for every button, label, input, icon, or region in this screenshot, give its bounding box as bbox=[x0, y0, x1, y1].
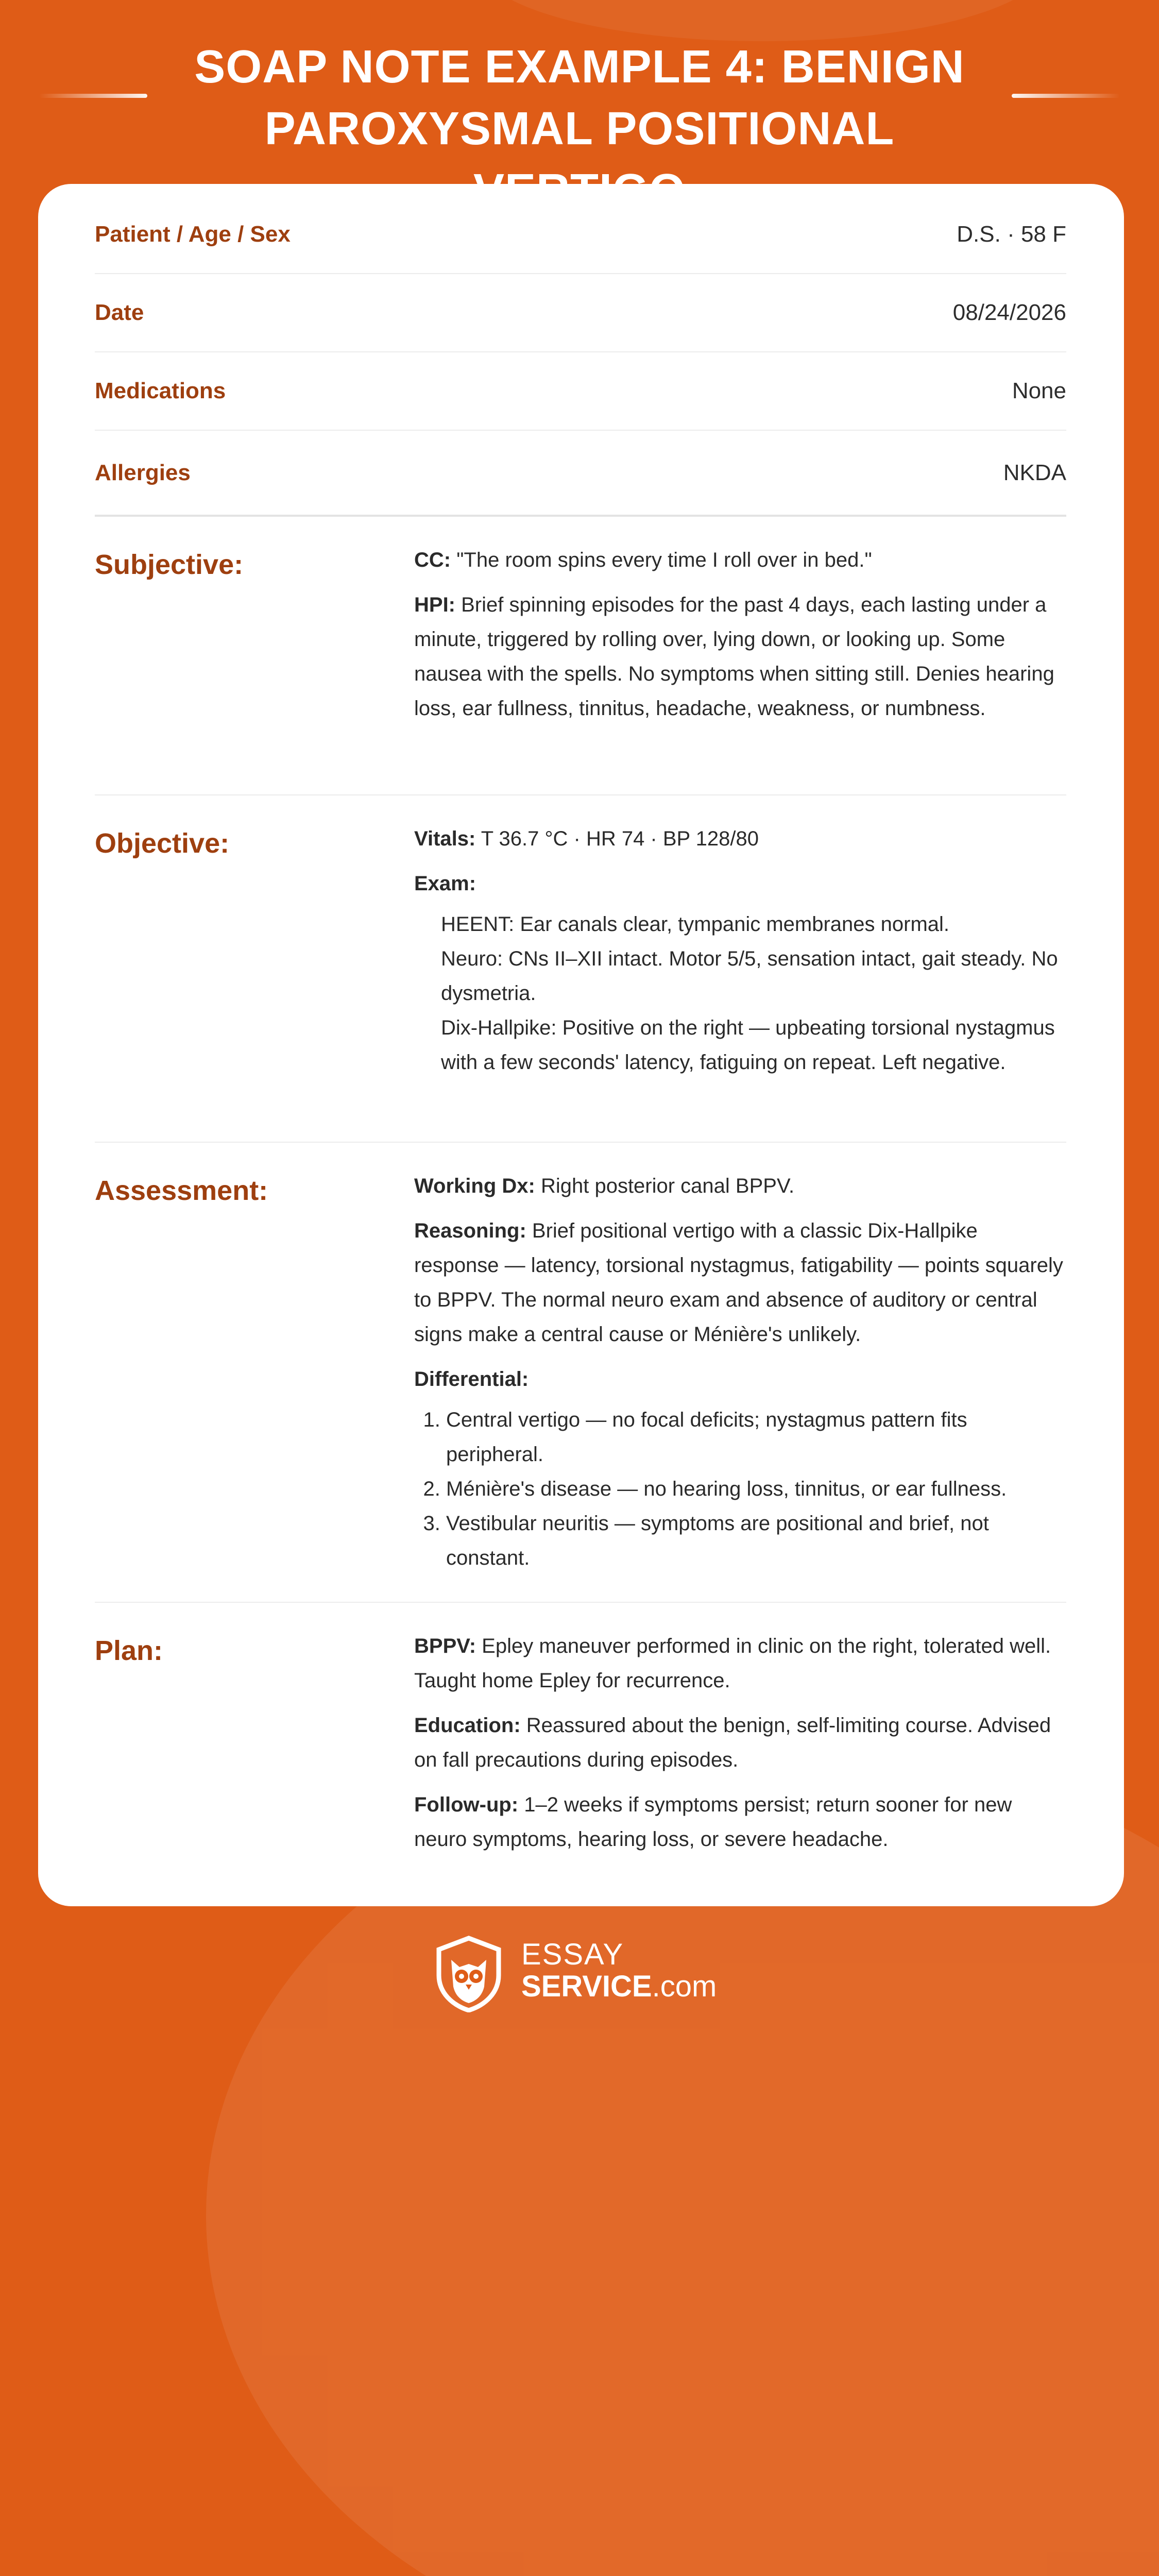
field-value: 1–2 weeks if symptoms persist; return sooner for new neuro symptoms, hearing loss, or severe headache. bbox=[414, 1793, 1012, 1851]
field-value: T 36.7 °C · HR 74 · BP 128/80 bbox=[481, 827, 759, 850]
info-value: D.S. · 58 F bbox=[957, 222, 1066, 247]
bppv-paragraph bbox=[414, 1629, 1066, 1698]
section-assessment bbox=[95, 1143, 1066, 1603]
list-item: 1. Central vertigo — no focal deficits; nystagmus pattern fits peripheral. bbox=[446, 1403, 1066, 1472]
dx-paragraph bbox=[414, 1169, 1066, 1204]
info-value: 08/24/2026 bbox=[952, 300, 1066, 325]
info-row-allergies bbox=[95, 431, 1066, 517]
brand-line2 bbox=[521, 1971, 717, 2002]
exam-finding: Dix-Hallpike: Positive on the right — upbeating torsional nystagmus with a few seconds' latency, fatiguing on repeat. Left negative. bbox=[441, 1016, 1055, 1074]
hpi-paragraph bbox=[414, 588, 1066, 726]
info-row-medications bbox=[95, 352, 1066, 431]
list-item: 3. Vestibular neuritis — symptoms are positional and brief, not constant. bbox=[446, 1506, 1066, 1575]
info-label: Patient / Age / Sex bbox=[95, 222, 291, 247]
section-subjective bbox=[95, 517, 1066, 795]
exam-finding: HEENT: Ear canals clear, tympanic membranes normal. bbox=[441, 913, 950, 936]
field-value: Brief positional vertigo with a classic Dix-Hallpike response — latency, torsional nystagmus, fatigability — points squarely to BPPV. The normal neuro exam and absence of auditory or central signs make a central cause or Ménière's unlikely. bbox=[414, 1219, 1063, 1346]
differential-label-paragraph bbox=[414, 1362, 1066, 1397]
info-row-patient bbox=[95, 184, 1066, 274]
field-label: Reasoning: bbox=[414, 1219, 526, 1242]
section-title: Objective: bbox=[95, 828, 230, 859]
section-title: Plan: bbox=[95, 1635, 163, 1666]
field-label: Exam: bbox=[414, 872, 476, 895]
field-value: Reassured about the benign, self-limiting course. Advised on fall precautions during episodes. bbox=[414, 1714, 1051, 1771]
soap-note-card bbox=[38, 184, 1124, 1906]
brand-name: SERVICE bbox=[521, 1970, 652, 2003]
page-title: SOAP NOTE EXAMPLE 4: BENIGN PAROXYSMAL POSITIONAL bbox=[194, 41, 965, 155]
field-value: Right posterior canal BPPV. bbox=[540, 1175, 795, 1197]
info-label: Date bbox=[95, 300, 144, 325]
section-body bbox=[414, 1169, 1066, 1575]
brand-line1: ESSAY bbox=[521, 1938, 624, 1971]
field-label: Working Dx: bbox=[414, 1175, 535, 1197]
title-decor-line-left bbox=[39, 94, 147, 98]
title-decor-line-right bbox=[1012, 94, 1120, 98]
patient-info-table bbox=[95, 184, 1066, 517]
info-row-date bbox=[95, 274, 1066, 352]
field-label: Education: bbox=[414, 1714, 521, 1737]
section-objective bbox=[95, 795, 1066, 1143]
field-value: Epley maneuver performed in clinic on the right, tolerated well. Taught home Epley for recurrence. bbox=[414, 1635, 1051, 1692]
section-body bbox=[414, 822, 1066, 1080]
info-value: NKDA bbox=[1003, 460, 1066, 485]
field-label: BPPV: bbox=[414, 1635, 476, 1657]
field-label: HPI: bbox=[414, 594, 455, 616]
section-plan bbox=[95, 1603, 1066, 1891]
list-item: 2. Ménière's disease — no hearing loss, tinnitus, or ear fullness. bbox=[446, 1472, 1066, 1506]
info-label: Allergies bbox=[95, 460, 191, 485]
reasoning-paragraph bbox=[414, 1214, 1066, 1352]
field-value: Brief spinning episodes for the past 4 days, each lasting under a minute, triggered by rolling over, lying down, or looking up. Some nausea with the spells. No symptoms when sitting still. Denies hearing loss, ear fullness, tinnitus, headache, weakness, or numbness. bbox=[414, 594, 1054, 720]
info-value: None bbox=[1012, 378, 1066, 403]
field-label: Differential: bbox=[414, 1368, 529, 1391]
exam-label-paragraph bbox=[414, 867, 1066, 901]
vitals-paragraph bbox=[414, 822, 1066, 856]
info-label: Medications bbox=[95, 378, 226, 403]
exam-findings bbox=[414, 907, 1066, 1080]
brand-suffix: .com bbox=[652, 1970, 717, 2003]
education-paragraph bbox=[414, 1708, 1066, 1777]
exam-finding: Neuro: CNs II–XII intact. Motor 5/5, sensation intact, gait steady. No dysmetria. bbox=[441, 947, 1058, 1005]
section-body bbox=[414, 543, 1066, 736]
section-title: Assessment: bbox=[95, 1175, 268, 1206]
field-label: Follow-up: bbox=[414, 1793, 519, 1816]
section-title: Subjective: bbox=[95, 549, 244, 580]
field-label: Vitals: bbox=[414, 827, 476, 850]
field-label: CC: bbox=[414, 549, 451, 571]
followup-paragraph bbox=[414, 1788, 1066, 1857]
owl-shield-icon bbox=[433, 1935, 505, 2012]
background-decor-top bbox=[479, 0, 1046, 41]
section-body bbox=[414, 1629, 1066, 1867]
differential-list bbox=[414, 1403, 1066, 1575]
field-value: "The room spins every time I roll over in bed." bbox=[456, 549, 872, 571]
brand-logo[interactable] bbox=[433, 1935, 731, 2012]
cc-paragraph bbox=[414, 543, 1066, 578]
